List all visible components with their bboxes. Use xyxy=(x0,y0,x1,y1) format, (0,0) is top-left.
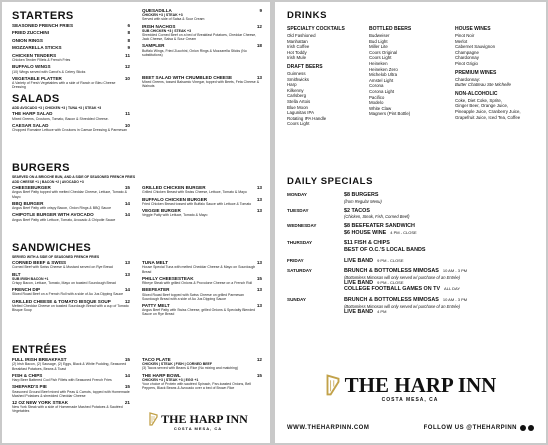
item-description: Veggie Patty with Lettuce, Tomato & Mayo xyxy=(142,213,208,218)
item-name: MOZZARELLA STICKS xyxy=(12,45,62,51)
item-name: BLT xyxy=(12,271,21,277)
item-description: Melted Cheddar Cheese on toasted Sourdough Bread with a cup of Tomato Bisque Soup xyxy=(12,303,129,312)
item-name: THE HARP SALAD xyxy=(12,111,53,117)
drink-item: Coors Light xyxy=(287,121,310,127)
section-title: BURGERS xyxy=(12,162,70,174)
item-price: 13 xyxy=(256,208,262,213)
item-description: (3) Tacos served with Beans & Rice (No mixing and matching) xyxy=(142,366,239,371)
sandwiches-section xyxy=(12,240,262,318)
special-name: BRUNCH & BOTTOMLESS MIMOSAS xyxy=(344,268,439,275)
menu-item xyxy=(142,75,262,89)
section-spacer xyxy=(142,59,262,75)
item-row xyxy=(12,45,130,50)
drink-item: Corona Light xyxy=(369,88,395,94)
special-time: 4 PM xyxy=(377,308,387,314)
item-price: 14 xyxy=(124,200,130,206)
special-name: LIVE BAND xyxy=(344,257,374,264)
drink-item: Hot Toddy xyxy=(287,49,307,55)
item-description: Harp Beer Battered Cod Fish Fillets with Seasoned French Fries xyxy=(12,378,112,382)
special-day: THURSDAY xyxy=(287,240,313,246)
item-addons: SUB CHICKEN +3 | STEAK +3 xyxy=(142,28,192,33)
item-description: Angus Beef Patty with crispy Bacon, Onion Rings & BBQ Sauce xyxy=(12,206,112,210)
item-name: FISH & CHIPS xyxy=(12,372,43,378)
item-name: FRIED ZUCCHINI xyxy=(12,30,50,36)
drinks-column-2 xyxy=(369,26,455,127)
drink-item: Coors Original xyxy=(369,49,398,55)
menu-item xyxy=(12,76,130,90)
item-description: (10) Wings served with Carrot's & Celery Sticks xyxy=(12,69,86,74)
menu-item xyxy=(142,197,262,207)
logo xyxy=(136,412,260,431)
item-price: 12 xyxy=(256,23,262,29)
special-name: LIVE BAND xyxy=(344,308,374,315)
section-note: ADD CHEESE +1 | BACON +2 | AVOCADO +3 xyxy=(12,180,84,184)
section-title: ENTRÉES xyxy=(12,344,67,356)
logo-text: THE HARP INN xyxy=(161,412,248,426)
drinks-column-3 xyxy=(455,26,545,127)
item-description: (2) Irish Bacon, (2) Sausage, (2) Eggs, Black & White Pudding, Seasoned Breakfast Potatoes, Beans & Toast xyxy=(12,362,127,371)
item-description: Chopped Romaine Lettuce with Croutons in Caesar Dressing & Parmesan xyxy=(12,128,127,133)
special-name: $11 FISH & CHIPS xyxy=(344,240,390,247)
drinks-heading: PREMIUM WINES xyxy=(455,69,497,76)
drink-item: Coors Light xyxy=(369,55,392,61)
section-note: SERVED WITH A SIDE OF SEASONED FRENCH FRIES xyxy=(12,255,100,259)
drink-item: Budweiser xyxy=(369,33,390,38)
item-row xyxy=(12,23,130,28)
section-columns xyxy=(12,260,262,318)
special-line xyxy=(344,230,537,237)
special-body xyxy=(344,192,537,204)
item-description: Angus Beef Patty with Swiss Cheese, grilled Onions & Specialty Blended Sauce on Rye Bread xyxy=(142,308,256,317)
item-description: Angus Beef Patty with Lettuce, Tomato, Avocado & Chipotle Sauce xyxy=(12,217,116,222)
menu-item xyxy=(12,299,130,313)
drink-item: Modelo xyxy=(369,100,384,106)
item-name: VEGGIE BURGER xyxy=(142,208,181,213)
drink-item: Irish Coffee xyxy=(287,44,310,50)
menu-item xyxy=(12,384,130,398)
item-description: Sliced Roast Beef on a French Roll with a side of Au Jus Dipping Sauce xyxy=(12,292,124,297)
drink-item: Corona xyxy=(369,83,384,89)
footer xyxy=(275,425,546,431)
drinks-heading: BOTTLED BEERS xyxy=(369,26,412,32)
special-time: ALL DAY xyxy=(444,286,461,292)
item-name: SHEPARD'S PIE xyxy=(12,384,47,390)
item-name: PHILLY CHEESESTEAK xyxy=(142,275,194,281)
special-row xyxy=(287,268,537,293)
item-description: Angus Beef Patty topped with melted Cheddar Cheese, Lettuce, Tomato & Mayo xyxy=(12,190,127,199)
menu-item xyxy=(12,287,130,297)
section-columns xyxy=(12,185,262,224)
item-price: 14 xyxy=(124,287,130,292)
burgers-section xyxy=(12,160,262,224)
item-name: FRENCH DIP xyxy=(12,287,41,292)
item-price: 8 xyxy=(127,30,130,36)
special-time: 4 PM - CLOSE xyxy=(390,229,417,235)
drink-item: Lagunitas IPA xyxy=(287,110,315,116)
drink-item: Pinot Grigio xyxy=(455,60,478,66)
drink-item: Ginger Beer, Orange Juice, xyxy=(455,103,509,109)
special-row xyxy=(287,297,537,315)
menu-item xyxy=(12,373,130,383)
special-line xyxy=(344,268,537,275)
item-name: ONION RINGS xyxy=(12,37,43,43)
menu-item xyxy=(142,43,262,57)
item-description: Shredded Corned Beef on a bed of Breakfast Potatoes, Cheddar Cheese, Jack Cheese, Salsa & Sour Cream xyxy=(142,32,257,41)
item-name: TACO PLATE xyxy=(142,357,171,362)
item-description: Fried Chicken Breast tossed with Buffalo Sauce with Lettuce & Tomato xyxy=(142,201,252,206)
special-row xyxy=(287,258,537,265)
special-day: MONDAY xyxy=(287,192,307,197)
special-name: LIVE BAND xyxy=(344,279,374,286)
special-body xyxy=(344,258,537,265)
item-name: PATTY MELT xyxy=(142,302,170,308)
item-description: Grilled Chicken Breast with Swiss Cheese, Lettuce, Tomato & Mayo xyxy=(142,190,247,195)
special-day: FRIDAY xyxy=(287,257,304,263)
menu-item xyxy=(12,260,130,270)
item-name: FULL IRISH BREAKFAST xyxy=(12,357,67,362)
website-link[interactable]: WWW.THEHARPINN.COM xyxy=(287,425,370,431)
item-price: 12 xyxy=(124,64,130,70)
menu-item xyxy=(142,276,262,286)
drinks-title: DRINKS xyxy=(287,10,328,21)
item-name: VEGETABLE PLATTER xyxy=(12,75,62,81)
special-row xyxy=(287,240,537,253)
drink-item: Heineken xyxy=(369,60,388,66)
special-day: SATURDAY xyxy=(287,268,312,274)
section-title: SALADS xyxy=(12,93,60,106)
item-price: 8 xyxy=(127,37,130,43)
menu-item xyxy=(12,357,130,371)
item-name: BUFFALO WINGS xyxy=(12,64,51,70)
instagram-icon[interactable] xyxy=(528,425,534,431)
menu-column xyxy=(142,357,262,415)
special-name: $8 BURGERS xyxy=(344,192,379,198)
drink-item: Heineken Zero xyxy=(369,66,398,72)
drinks-column-1 xyxy=(287,26,369,127)
menu-item xyxy=(12,53,130,63)
menu-item xyxy=(12,23,130,28)
item-addons: SUB IRISH BACON +1 xyxy=(12,276,49,281)
logo-location: COSTA MESA, CA xyxy=(173,426,223,431)
section-title: SANDWICHES xyxy=(12,242,92,254)
harp-icon xyxy=(324,374,342,396)
menu-item xyxy=(12,45,130,50)
menu-item xyxy=(12,123,130,133)
item-description: Crispy Bacon, Lettuce, Tomato, Mayo on toasted Sourdough Bread xyxy=(12,280,116,285)
item-name: TUNA MELT xyxy=(142,260,169,265)
item-description: Mixed Greens, Croutons, Tomato, Bacon & Shredded Cheese. xyxy=(12,116,109,121)
drinks-heading: DRAFT BEERS xyxy=(287,63,323,70)
drinks-heading: NON-ALCOHOLIC xyxy=(455,90,498,97)
item-name: CORNED BEEF & SWISS xyxy=(12,260,67,265)
item-price: 11 xyxy=(125,111,130,117)
item-name: BBQ BURGER xyxy=(12,200,44,206)
special-body xyxy=(344,297,537,315)
special-day: WEDNESDAY xyxy=(287,223,317,229)
item-price: 11 xyxy=(125,52,130,58)
special-name: BEST OF O.C.'S LOCAL BANDS xyxy=(344,246,426,253)
drink-item: Pinot Noir xyxy=(455,33,475,38)
item-name: BEET SALAD WITH CRUMBLED CHEESE xyxy=(142,74,233,80)
item-price: 10 xyxy=(124,122,130,128)
special-row xyxy=(287,223,537,236)
drink-item: Manhattan xyxy=(287,38,308,44)
drink-item: Pacifico xyxy=(369,94,385,100)
item-name: GRILLED CHEESE & TOMATO BISQUE SOUP xyxy=(12,298,111,304)
item-name: CHICKEN TENDERS xyxy=(12,52,57,58)
special-body xyxy=(344,208,537,220)
item-price: 13 xyxy=(256,185,262,190)
item-name: QUESADILLA xyxy=(142,8,172,13)
special-line xyxy=(344,192,537,199)
drink-item: Chardonnay: xyxy=(455,76,481,82)
item-name: IRISH NACHOS xyxy=(142,23,176,29)
drink-item: Smithwicks xyxy=(287,76,309,82)
drink-item: Pineapple Juice, Cranberry Juice, xyxy=(455,108,521,114)
menu-item xyxy=(12,272,130,286)
drink-item: Carlsberg xyxy=(287,93,307,99)
menu-column-left xyxy=(12,8,130,134)
menu-item xyxy=(142,373,262,391)
item-price: 12 xyxy=(256,357,262,362)
special-time: 9 PM - CLOSE xyxy=(377,279,404,285)
special-line xyxy=(344,309,537,316)
menu-item xyxy=(12,64,130,74)
drink-item: Grapefruit Juice, Iced Tea, Coffee xyxy=(455,114,521,120)
menu-column-right xyxy=(142,8,262,134)
item-description: Served with side of Salsa & Sour Cream xyxy=(142,17,205,22)
logo xyxy=(315,374,505,403)
daily-specials-list xyxy=(287,192,537,319)
item-price: 15 xyxy=(124,185,130,190)
special-note: (from Regular Menu) xyxy=(344,198,382,204)
special-line xyxy=(344,280,537,287)
item-price: 13 xyxy=(256,74,262,80)
item-addons: CHICKEN +3 | STEAK +3 xyxy=(142,13,183,18)
menu-item xyxy=(12,30,130,35)
special-note: (Bottomless Mimosas will only served w/ purchase of an Entrée) xyxy=(344,274,461,280)
section-note: ADD AVOCADO +3 | CHICKEN +3 | TUNA +3 | STEAK +3 xyxy=(12,106,102,111)
menu-item xyxy=(12,38,130,43)
drink-item: White Claw xyxy=(369,105,392,111)
special-line xyxy=(344,240,537,247)
menu-column xyxy=(12,260,130,318)
menu-column xyxy=(142,260,262,318)
menu-item xyxy=(142,24,262,42)
item-price: 13 xyxy=(256,287,262,293)
special-time: 9 PM - CLOSE xyxy=(377,257,404,263)
menu-item xyxy=(142,185,262,195)
food-menu-page xyxy=(2,2,270,443)
item-description: House Special Tuna with melted Cheddar Cheese & Mayo on Sourdough Bread xyxy=(142,265,256,274)
item-price: 18 xyxy=(256,43,262,49)
menu-item xyxy=(142,208,262,218)
item-name: SAMPLER xyxy=(142,43,165,49)
item-price: 9 xyxy=(259,8,262,13)
menu-item xyxy=(142,8,262,22)
special-body xyxy=(344,223,537,236)
special-time: 10 AM - 3 PM xyxy=(442,268,468,274)
item-price: 6 xyxy=(127,23,130,28)
starters-salads-block xyxy=(12,8,262,134)
item-name: SEASONED FRENCH FRIES xyxy=(12,23,74,28)
drink-item: Blue Moon xyxy=(287,104,308,110)
drinks-block xyxy=(287,26,545,127)
facebook-icon[interactable] xyxy=(520,425,526,431)
drink-item: Old Fashioned xyxy=(287,33,316,38)
drink-item: Harp xyxy=(287,82,297,88)
menu-item xyxy=(12,212,130,222)
drink-item: Champagne xyxy=(455,49,479,55)
drinks-specials-page xyxy=(275,2,546,443)
item-price: 13 xyxy=(256,260,262,265)
special-row xyxy=(287,208,537,220)
menu-item xyxy=(142,303,262,317)
special-day: TUESDAY xyxy=(287,207,309,213)
item-description: Mixed Greens, tossed Balsamic Vinegar, topped with Beets, Feta Cheese & Walnuts xyxy=(142,80,260,89)
item-name: THE HARP BOWL xyxy=(142,372,181,378)
drink-item: Bud Light xyxy=(369,38,388,44)
menu-item xyxy=(142,287,262,301)
item-price: 10 xyxy=(124,75,130,81)
special-body xyxy=(344,240,537,253)
special-line xyxy=(344,286,537,293)
item-price: 21 xyxy=(124,399,130,405)
special-name: $2 TACOS xyxy=(344,207,370,214)
item-name: GRILLED CHICKEN BURGER xyxy=(142,185,206,190)
special-note: (Bottomless Mimosas will only served w/ purchase of an Entrée) xyxy=(344,303,461,309)
menu-column xyxy=(12,357,130,415)
section-note: SEARVED ON A BRIOCHE BUN, AND A SIDE OF SEASONED FRENCH FRIES xyxy=(12,175,136,179)
special-row xyxy=(287,192,537,204)
item-description: A Variety of Fresh Vegetables with a side of Ranch or Bleu Cheese Dressing xyxy=(12,81,116,90)
drink-item: Butter Chatteau Ste Michelle xyxy=(455,82,511,88)
item-addons: CHICKEN +3 | STEAK +3 | EGG +1 xyxy=(142,377,199,382)
item-price: 15 xyxy=(256,275,262,281)
item-price: 13 xyxy=(124,271,130,277)
drinks-heading: HOUSE WINES xyxy=(455,26,491,32)
drink-item: Amstel Light xyxy=(369,77,394,83)
item-row xyxy=(12,38,130,43)
menu-item xyxy=(12,111,130,121)
daily-specials-title: DAILY SPECIALS xyxy=(287,176,374,187)
item-price: 14 xyxy=(124,212,130,218)
item-description: Ribeye Steak with grilled Onions & Provolone Cheese on a French Roll xyxy=(142,281,253,285)
harp-icon xyxy=(148,412,159,426)
item-price: 15 xyxy=(256,372,262,378)
item-description: Your choice of Protein with sautéed Spinach, Pan-toasted Onions, Bell Peppers, Black Beans & Avocado over a bed of Brown Rice xyxy=(142,381,252,390)
menu-column xyxy=(12,185,130,224)
item-row xyxy=(12,30,130,35)
special-name: COLLEGE FOOTBALL GAMES ON TV xyxy=(344,286,441,293)
drink-item: Miller Lite xyxy=(369,44,388,50)
section-columns xyxy=(12,357,262,415)
drink-item: Cabernet Sauvignon xyxy=(455,44,496,50)
item-description: Corned Beef with Swiss Cheese & Mustard served on Rye Bread xyxy=(12,265,113,270)
item-price: 13 xyxy=(124,260,130,265)
special-line xyxy=(344,297,537,304)
special-body xyxy=(344,268,537,293)
special-line xyxy=(344,258,537,265)
drink-item: Rotating IPA Handle xyxy=(287,115,327,121)
drinks-heading: SPECIALTY COCKTAILS xyxy=(287,26,345,32)
item-addons: CHICKEN | STEAK | FISH | CORNED BEEF xyxy=(142,362,213,367)
item-price: 9 xyxy=(127,45,130,51)
special-day: SUNDAY xyxy=(287,296,306,302)
item-name: CAESAR SALAD xyxy=(12,122,49,128)
menu-item xyxy=(12,400,130,414)
special-line xyxy=(344,247,537,254)
drink-item: Irish Mule xyxy=(287,55,307,61)
special-line xyxy=(344,208,537,215)
special-name: $8 BEEFEATER SANDWICH xyxy=(344,223,415,230)
entrees-section xyxy=(12,342,262,415)
menu-item xyxy=(142,260,262,274)
special-time: 10 AM - 3 PM xyxy=(442,296,468,302)
logo-text: THE HARP INN xyxy=(344,372,497,397)
menu-item xyxy=(12,201,130,211)
drink-item: Chardonnay xyxy=(455,55,479,61)
item-name: 12 OZ NEW YORK STEAK xyxy=(12,399,69,405)
item-description: Sliced Roast Beef topped with Swiss Cheese on grilled Parmesan Sourdough Bread with a side of Au Jus Dipping Sauce xyxy=(142,292,244,301)
special-name: $6 HOUSE WINE xyxy=(344,229,387,236)
item-price: 15 xyxy=(124,357,130,362)
item-name: BUFFALO CHICKEN BURGER xyxy=(142,196,208,202)
item-description: Buffalo Wings, Fried Zucchini, Onion Rings & Mozzarella Sticks (No substitutions) xyxy=(142,48,247,57)
item-description: New York Steak with a side of Homemade Mashed Potatoes & Sautéed Vegetables xyxy=(12,405,123,414)
special-line xyxy=(344,223,537,230)
section-title: STARTERS xyxy=(12,10,74,22)
special-name: BRUNCH & BOTTOMLESS MIMOSAS xyxy=(344,296,439,303)
drink-item: Michelob Ultra xyxy=(369,72,398,78)
menu-item xyxy=(12,185,130,199)
special-note: (Chicken, Steak, Fish, Corned Beef) xyxy=(344,214,410,220)
item-price: 15 xyxy=(124,384,130,390)
item-name: CHIPOTLE BURGER WITH AVOCADO xyxy=(12,212,94,218)
item-name: CHEESEBURGER xyxy=(12,185,51,190)
drink-item: Magners (Pint Bottle) xyxy=(369,111,411,117)
item-description: Chicken Tender Fillets & French Fries xyxy=(12,58,71,63)
drink-item: Coke, Diet Coke, Sprite, xyxy=(455,97,503,103)
menu-item xyxy=(142,357,262,371)
item-price: 13 xyxy=(256,196,262,202)
drink-item: Guinness xyxy=(287,70,306,76)
logo-location: COSTA MESA, CA xyxy=(381,397,439,403)
drink-item: Stella Artois xyxy=(287,98,311,104)
social-handle[interactable]: FOLLOW US @THEHARPINN xyxy=(423,425,517,431)
drink-item: Merlot xyxy=(455,38,468,44)
menu-column xyxy=(142,185,262,224)
drink-item: Kilkenny xyxy=(287,87,304,93)
item-price: 14 xyxy=(124,372,130,378)
item-name: BEEFEATER xyxy=(142,287,170,293)
item-price: 13 xyxy=(256,302,262,308)
item-price: 12 xyxy=(124,298,130,304)
item-description: Seasoned Ground Beef mixed with Peas & Carrots, topped with Homemade Mashed Potatoes & shredded Cheddar Cheese xyxy=(12,389,130,398)
